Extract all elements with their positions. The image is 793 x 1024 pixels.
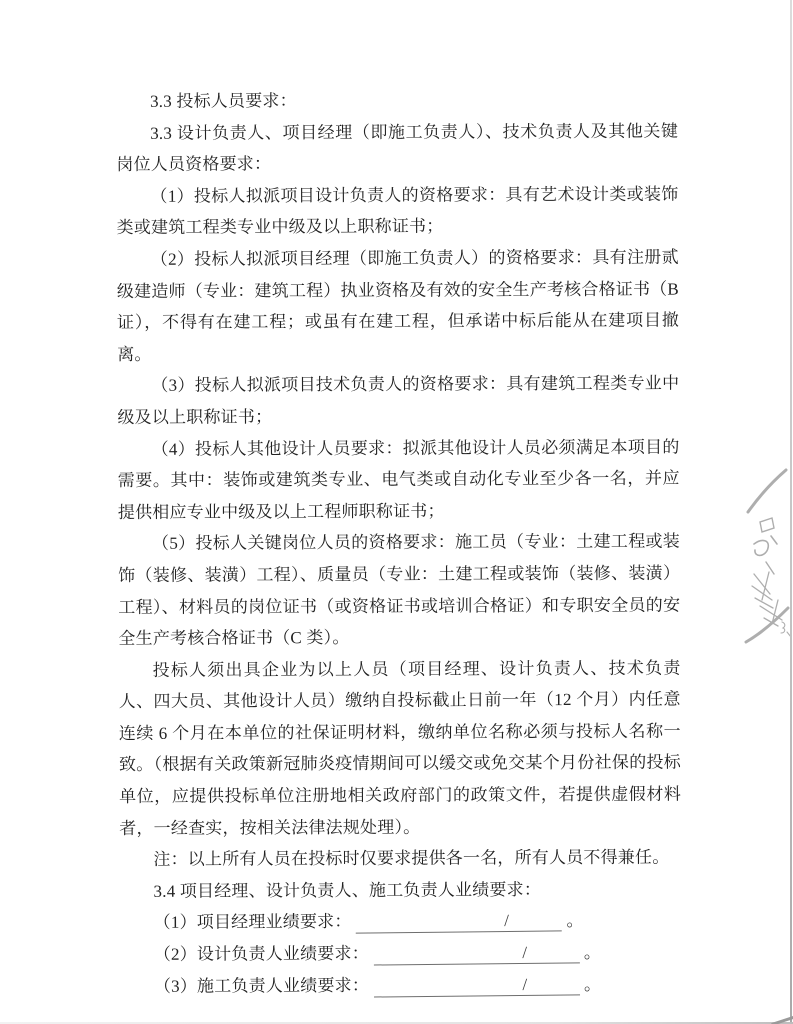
blank-underline	[373, 974, 579, 997]
paragraph-item-4: （4）投标人其他设计人员要求：拟派其他设计人员必须满足本项目的需要。其中：装饰或建筑类专业、电气类或自动化专业至少各一名，并应提供相应专业中级及以上工程师职称证书；	[117, 437, 680, 522]
slash-value: /	[504, 911, 510, 931]
blank-underline	[356, 911, 562, 934]
performance-item-label: （3）施工负责人业绩要求：	[153, 975, 370, 996]
paragraph-social-security: 投标人须出具企业为以上人员（项目经理、设计负责人、技术负责人、四大员、其他设计人员）缴纳自投标截止日前一年（12 个月）内任意连续 6 个月在本单位的社保证明材料，缴纳单位名称必须与投标人名称一致。（根据有关政策新冠肺炎疫情期间可以缓交或免交某个月份社保的投标单位，应提供投标单位注册地相关政府部门的政策文件，若提供虚假材料者，一经查实，按相关法律法规处理）。	[118, 658, 682, 838]
paragraph-item-2: （2）投标人拟派项目经理（即施工负责人）的资格要求：具有注册贰级建造师（专业：建筑工程）执业资格及有效的安全生产考核合格证书（B 证），不得有在建工程；或虽有在建工程，但承诺中标后能从在建项目撤离。	[116, 247, 680, 364]
slash-value: /	[521, 974, 528, 994]
performance-item-3	[120, 968, 682, 1002]
blank-underline	[373, 942, 579, 965]
paragraph-item-1: （1）投标人拟派项目设计负责人的资格要求：具有艺术设计类或装饰类或建筑工程类专业中级及以上职称证书；	[116, 184, 679, 238]
section-34-heading: 3.4 项目经理、设计负责人、施工负责人业绩要求：	[153, 879, 542, 901]
slash-value: /	[521, 942, 527, 962]
paragraph-note: 注：以上所有人员在投标时仅要求提供各一名，所有人员不得兼任。	[153, 847, 670, 870]
sentence-period: 。	[583, 942, 602, 962]
document-content	[116, 84, 682, 1003]
performance-item-1	[120, 905, 682, 939]
sentence-period: 。	[583, 974, 602, 994]
handwriting-scribble-icon	[740, 466, 793, 648]
sentence-period: 。	[566, 911, 584, 931]
performance-item-label: （2）设计负责人业绩要求：	[153, 943, 369, 964]
performance-item-label: （1）项目经理业绩要求：	[153, 912, 352, 933]
paragraph-item-3: （3）投标人拟派项目技术负责人的资格要求：具有建筑工程类专业中级及以上职称证书；	[117, 373, 680, 427]
paragraph-item-5: （5）投标人关键岗位人员的资格要求：施工员（专业：土建工程或装饰（装修、装潢）工程）、质量员（专业：土建工程或装饰（装修、装潢）工程）、材料员的岗位证书（或资格证书或培训合格证）和专职安全员的安全生产考核合格证书（C 类）。	[118, 531, 681, 649]
section-33-heading: 3.3 投标人员要求：	[150, 91, 297, 111]
section-33-subheading: 3.3 设计负责人、项目经理（即施工负责人）、技术负责人及其他关键岗位人员资格要求：	[116, 121, 679, 175]
page-scan-edge-right	[790, 0, 792, 1024]
performance-item-2	[120, 937, 682, 971]
